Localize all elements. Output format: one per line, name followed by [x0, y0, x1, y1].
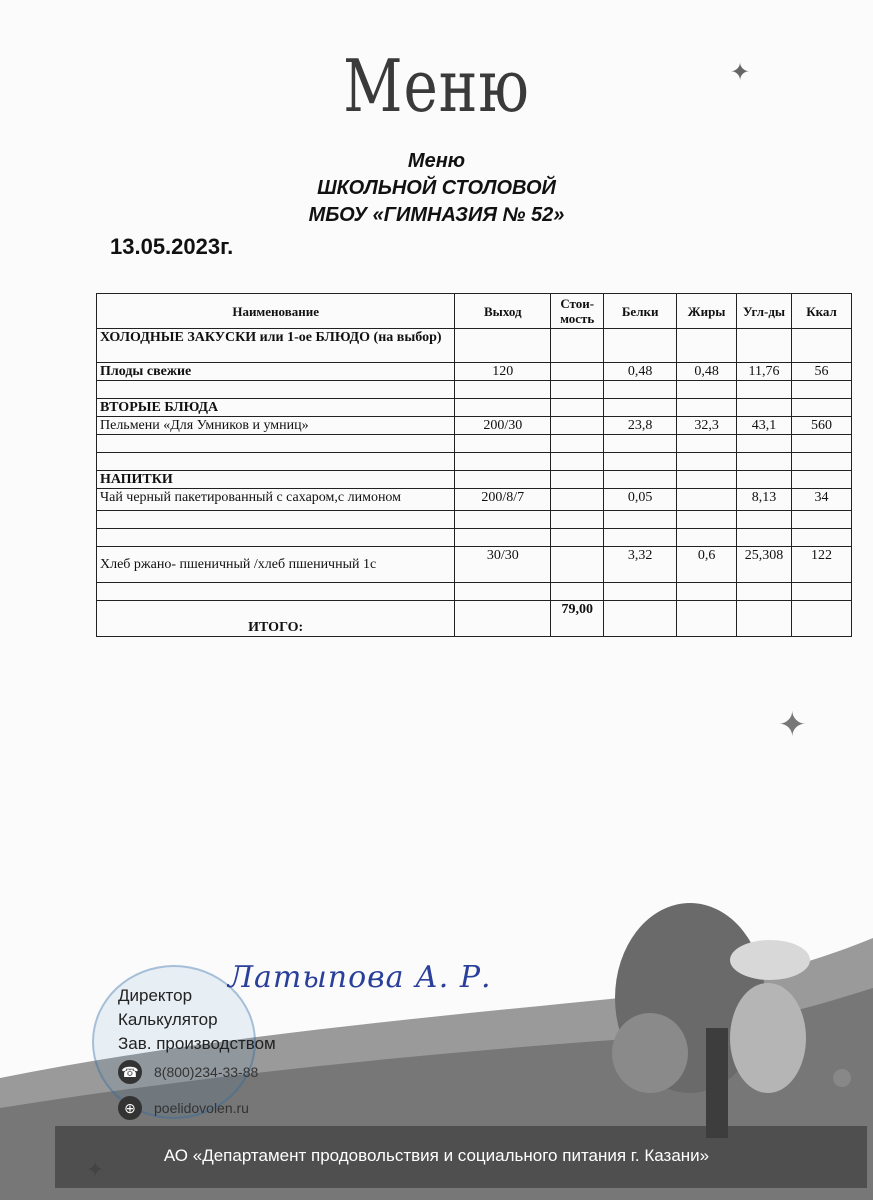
item-fat	[677, 489, 737, 511]
item-carbs: 8,13	[737, 489, 792, 511]
empty-row	[97, 435, 852, 453]
item-cost	[551, 417, 604, 435]
director-label: Директор	[118, 986, 193, 1005]
table-row	[97, 547, 852, 583]
calculator-label: Калькулятор	[118, 1010, 218, 1029]
organization-name: АО «Департамент продовольствия и социального питания г. Казани»	[163, 1146, 710, 1165]
total-row	[97, 601, 852, 637]
handwritten-signature: Латыпова А. Р.	[228, 960, 492, 995]
globe-icon: ⊕	[118, 1096, 142, 1120]
phone-icon: ☎	[118, 1060, 142, 1084]
total-label: ИТОГО:	[97, 601, 455, 637]
table-row	[97, 417, 852, 435]
col-cost: Стои-мость	[551, 294, 604, 329]
empty-row	[97, 381, 852, 399]
menu-date: 13.05.2023г.	[110, 234, 234, 259]
item-protein: 0,05	[604, 489, 677, 511]
item-protein: 3,32	[604, 547, 677, 583]
item-carbs: 11,76	[737, 363, 792, 381]
phone-number: 8(800)234-33-88	[154, 1064, 259, 1080]
table-row	[97, 363, 852, 381]
item-fat: 0,6	[677, 547, 737, 583]
empty-row	[97, 453, 852, 471]
item-name: Чай черный пакетированный с сахаром,с лимоном	[97, 489, 455, 511]
col-kcal: Ккал	[792, 294, 852, 329]
item-output: 200/8/7	[455, 489, 551, 511]
item-cost	[551, 363, 604, 381]
col-output: Выход	[455, 294, 551, 329]
item-output: 30/30	[455, 547, 551, 583]
total-value: 79,00	[551, 601, 604, 637]
item-protein: 0,48	[604, 363, 677, 381]
section-row	[97, 399, 852, 417]
item-kcal: 122	[792, 547, 852, 583]
school-heading: МБОУ «ГИМНАЗИЯ № 52»	[308, 204, 565, 226]
section-cold-appetizers: ХОЛОДНЫЕ ЗАКУСКИ или 1-ое БЛЮДО (на выбор)	[97, 329, 455, 363]
col-fat: Жиры	[677, 294, 737, 329]
item-name: Хлеб ржано- пшеничный /хлеб пшеничный 1с	[97, 547, 455, 583]
sparkle-icon: ✦	[778, 705, 807, 745]
item-fat: 0,48	[677, 363, 737, 381]
table-row	[97, 489, 852, 511]
empty-row	[97, 583, 852, 601]
sparkle-icon: ✦	[86, 1158, 105, 1183]
website-link[interactable]: poelidovolen.ru	[154, 1100, 249, 1116]
table-header-row	[97, 294, 852, 329]
canteen-heading: ШКОЛЬНОЙ СТОЛОВОЙ	[317, 177, 556, 199]
item-fat: 32,3	[677, 417, 737, 435]
decorative-menu-title: Меню	[343, 43, 530, 129]
col-carbs: Угл-ды	[737, 294, 792, 329]
col-name: Наименование	[97, 294, 455, 329]
item-output: 120	[455, 363, 551, 381]
item-protein: 23,8	[604, 417, 677, 435]
item-kcal: 56	[792, 363, 852, 381]
website-contact	[118, 1096, 249, 1120]
production-head-label: Зав. производством	[118, 1034, 276, 1053]
menu-table	[96, 293, 852, 637]
item-name: Пельмени «Для Умников и умниц»	[97, 417, 455, 435]
phone-contact	[118, 1060, 258, 1084]
section-main-courses: ВТОРЫЕ БЛЮДА	[97, 399, 455, 417]
section-drinks: НАПИТКИ	[97, 471, 455, 489]
item-cost	[551, 489, 604, 511]
empty-row	[97, 511, 852, 529]
item-name: Плоды свежие	[97, 363, 455, 381]
menu-heading: Меню	[407, 150, 466, 172]
item-carbs: 43,1	[737, 417, 792, 435]
item-carbs: 25,308	[737, 547, 792, 583]
item-kcal: 34	[792, 489, 852, 511]
item-output: 200/30	[455, 417, 551, 435]
item-cost	[551, 547, 604, 583]
col-protein: Белки	[604, 294, 677, 329]
section-row	[97, 329, 852, 363]
empty-row	[97, 529, 852, 547]
sparkle-icon: ✦	[730, 58, 751, 86]
item-kcal: 560	[792, 417, 852, 435]
section-row	[97, 471, 852, 489]
signature-block	[118, 984, 276, 1056]
